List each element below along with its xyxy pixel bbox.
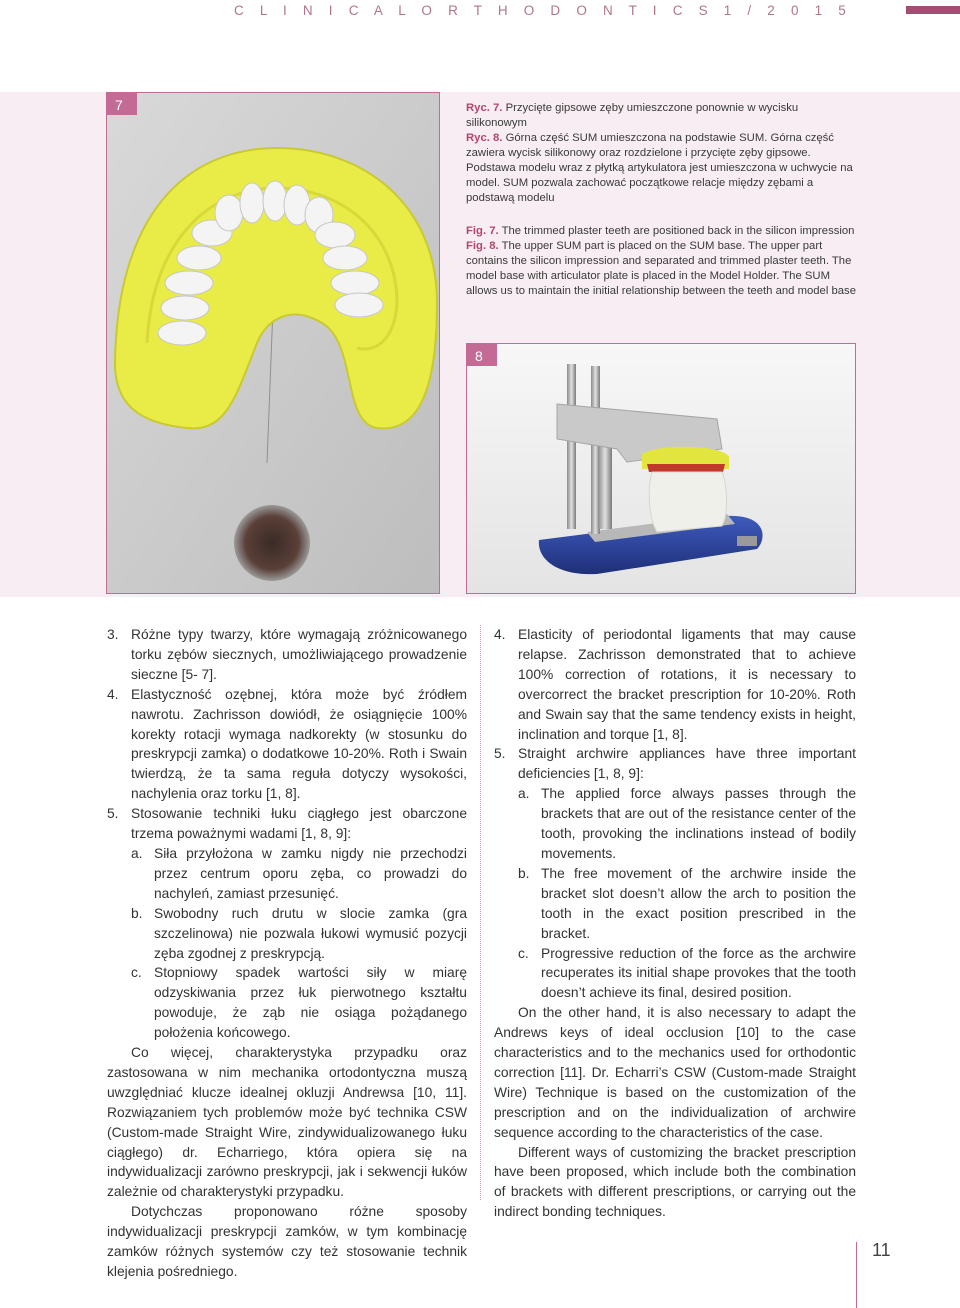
list-item <box>494 625 856 744</box>
sub-list-item <box>107 963 467 1043</box>
paragraph: Co więcej, charakterystyka przypadku oraz zastosowana w nim mechanika ortodontyczna muszą uwzględniać klucze idealnej okluzji Andrewsa [10, 11]. Rozwiązaniem tych problemów może być technika CSW (Custom-made Straight Wire, zindywidualizowanego łuku ciągłego) dr. Echarriego, która opiera się na indywidualizacji zarówno preskrypcji, jak i sekwencji łuków zależnie od charakterystyki przypadku. <box>107 1045 467 1200</box>
caption-english <box>466 224 856 299</box>
sub-list-text: Stopniowy spadek wartości siły w miarę odzyskiwania przez łuk pierwotnego kształtu powoduje, że ząb nie osiąga pożądanego położenia końcowego. <box>154 965 467 1041</box>
list-marker: 3. <box>107 627 119 642</box>
sub-list-marker: b. <box>131 905 143 921</box>
list-item <box>494 744 856 784</box>
caption-label: Fig. 7. <box>466 225 499 237</box>
sub-list-text: The applied force always passes through the brackets that are out of the resistance center of the tooth, provoking the inclinations instead of bodily movements. <box>541 786 856 861</box>
caption-text: The upper SUM part is placed on the SUM base. The upper part contains the silicon impression and separated and trimmed plaster teeth. The model base with articulator plate is placed in the Model Holder. The SUM allows us to maintain the initial relationship between the teeth and model base <box>466 240 856 297</box>
list-text: Straight archwire appliances have three important deficiencies [1, 8, 9]: <box>518 746 856 782</box>
list-text: Różne typy twarzy, które wymagają zróżnicowanego torku zębów siecznych, umożliwiającego prowadzenie sieczne [5- 7]. <box>131 627 467 682</box>
sub-list-item <box>494 864 856 944</box>
caption-en-fig7 <box>466 224 856 239</box>
list-marker: 5. <box>494 746 506 762</box>
list-text: Elasticity of periodontal ligaments that may cause relapse. Zachrisson demonstrated that to achieve 100% correction of rotations, it is necessary to overcorrect the bracket prescription for 10-20%. Roth and Swain say that the same tendency exists in height, inclination and torque [1, 8]. <box>518 627 856 742</box>
sub-list-item <box>107 844 467 904</box>
caption-pl-fig7 <box>466 101 856 131</box>
caption-label: Ryc. 8. <box>466 132 503 144</box>
paragraph: Dotychczas proponowano różne sposoby indywidualizacji preskrypcji zamków, w tym kombinację zamków różnych systemów czy też stosowanie technik klejenia pośredniego. <box>107 1204 467 1279</box>
caption-polish <box>466 101 856 206</box>
list-marker: 4. <box>107 686 119 702</box>
caption-text: The trimmed plaster teeth are positioned back in the silicon impression <box>498 225 855 237</box>
journal-title: C L I N I C A L O R T H O D O N T I C S 1 / 2 0 1 5 <box>233 3 852 18</box>
sub-list-marker: b. <box>518 865 530 881</box>
sub-list-marker: a. <box>518 786 530 802</box>
paragraph: On the other hand, it is also necessary to adapt the Andrews keys of ideal occlusion [10] to the case characteristics and to the mechanics used for orthodontic correction [11]. Dr. Echarri’s CSW (Custom-made Straight Wire) Technique is based on the customization of the prescription and on the individualization of archwire sequence according to the characteristics of the case. <box>494 1005 856 1140</box>
sub-list-text: Progressive reduction of the force as the archwire recuperates its initial shape provokes that the tooth doesn’t achieve its final, desired position. <box>541 945 856 1001</box>
list-marker: 5. <box>107 806 119 822</box>
sub-list-text: The free movement of the archwire inside the bracket slot doesn’t allow the arch to position the tooth in the exact position prescribed in the bracket. <box>541 865 856 941</box>
caption-pl-fig8 <box>466 131 856 206</box>
sub-list-item <box>107 904 467 964</box>
page-header <box>0 0 960 22</box>
figure-7-number: 7 <box>115 97 123 113</box>
sub-list-marker: c. <box>518 945 529 961</box>
list-item <box>107 804 467 844</box>
list-item <box>107 625 467 685</box>
caption-text: Przycięte gipsowe zęby umieszczone ponownie w wycisku silikonowym <box>466 102 799 129</box>
sub-list-text: Siła przyłożona w zamku nigdy nie przechodzi przez centrum oporu zęba, co prowadzi do nachyleń, zamiast przesunięć. <box>154 845 467 901</box>
list-text: Elastyczność ozębnej, która może być źródłem nawrotu. Zachrisson dowiódł, że osiągnięcie 100% korekty rotacji wymaga nadkorekty (w stosunku do preskrypcji zamka) o dodatkowe 10-20%. Roth i Swain twierdzą, że ta sama reguła dotyczy wysokości, nachylenia oraz torku [1, 8]. <box>131 686 467 802</box>
list-item <box>107 685 467 804</box>
sub-list-item <box>494 784 856 864</box>
header-accent-bar <box>906 6 960 14</box>
caption-text: Górna część SUM umieszczona na podstawie SUM. Górna część zawiera wycisk silikonowy oraz rozdzielone i przycięte zęby gipsowe. Podstawa modelu wraz z płytką artykulatora jest umieszczona w uchwycie na model. SUM pozwala zachować początkowe relacje między zębami a podstawą modelu <box>466 132 853 204</box>
page-number-rule <box>856 1242 857 1308</box>
figure-7-photo <box>107 93 439 593</box>
paragraph: Different ways of customizing the bracket prescription have been proposed, which include both the combination of brackets with different prescriptions, or carrying out the indirect bonding techniques. <box>494 1144 856 1220</box>
body-column-english <box>494 625 856 1222</box>
sub-list-marker: a. <box>131 845 143 861</box>
sub-list-marker: c. <box>131 965 142 981</box>
page-number: 11 <box>872 1240 891 1260</box>
caption-en-fig8 <box>466 239 856 299</box>
figure-7 <box>106 92 440 594</box>
figure-8-number: 8 <box>475 348 483 364</box>
list-marker: 4. <box>494 627 506 642</box>
caption-label: Fig. 8. <box>466 240 499 252</box>
caption-label: Ryc. 7. <box>466 102 503 114</box>
sub-list-text: Swobodny ruch drutu w slocie zamka (gra szczelinowa) nie pozwala łukowi wymusić pozycji zęba zgodnej z preskrypcją. <box>154 905 467 961</box>
figure-8 <box>466 343 856 594</box>
column-divider <box>480 625 481 1200</box>
list-text: Stosowanie techniki łuku ciągłego jest obarczone trzema poważnymi wadami [1, 8, 9]: <box>131 806 467 842</box>
figure-8-photo <box>467 344 855 593</box>
body-column-polish <box>107 625 467 1282</box>
sub-list-item <box>494 944 856 1004</box>
